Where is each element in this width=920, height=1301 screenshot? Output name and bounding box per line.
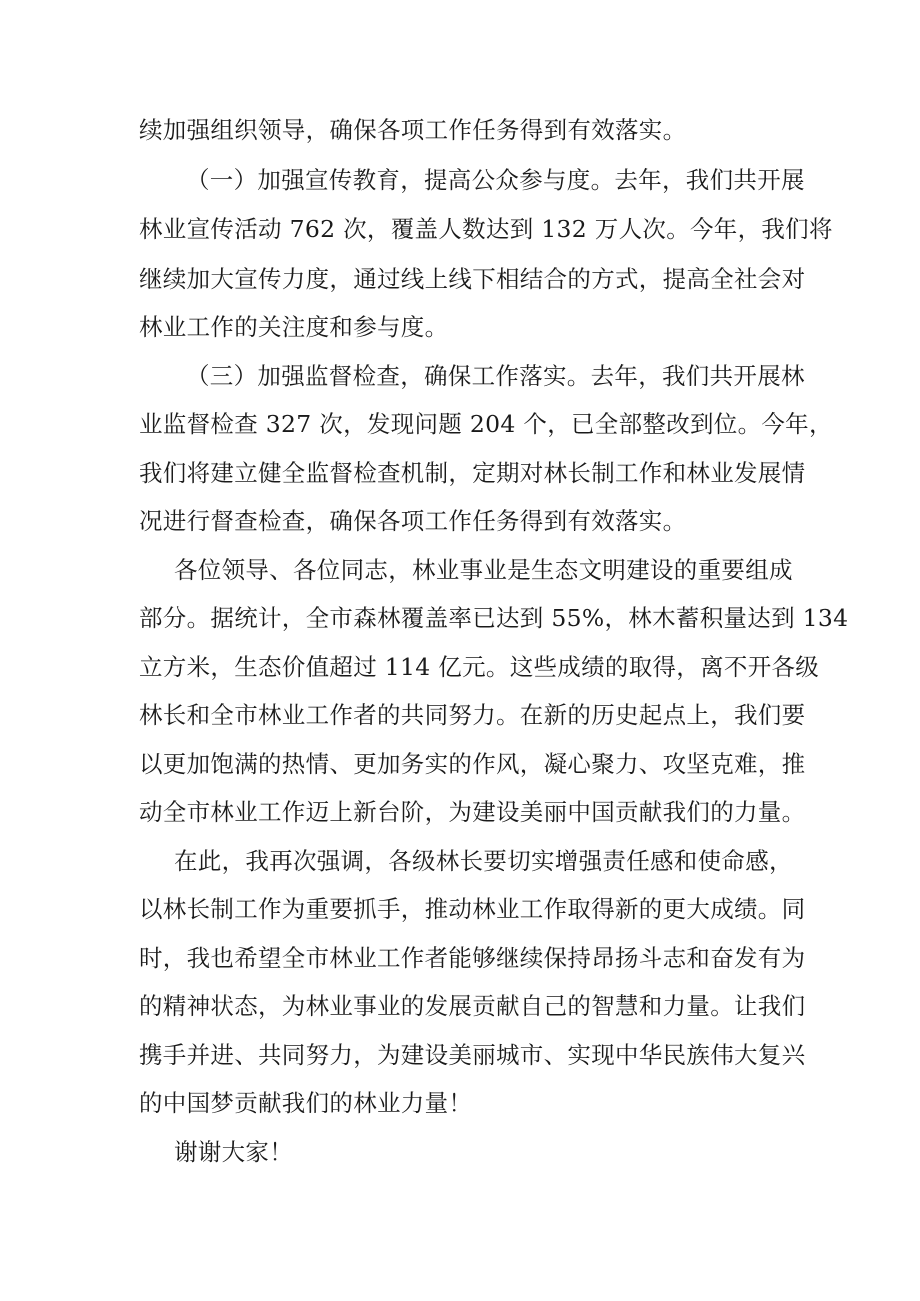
text-line: （三）加强监督检查，确保工作落实。去年，我们共开展林 <box>186 362 805 390</box>
text-line: 各位领导、各位同志，林业事业是生态文明建设的重要组成 <box>174 556 793 584</box>
text-line: 时，我也希望全市林业工作者能够继续保持昂扬斗志和奋发有为 <box>139 944 806 972</box>
text-line: 携手并进、共同努力，为建设美丽城市、实现中华民族伟大复兴 <box>139 1041 806 1069</box>
text-line: 林长和全市林业工作者的共同努力。在新的历史起点上，我们要 <box>139 701 806 729</box>
text-line: 我们将建立健全监督检查机制，定期对林长制工作和林业发展情 <box>139 459 806 487</box>
text-line: 以更加饱满的热情、更加务实的作风，凝心聚力、攻坚克难，推 <box>139 750 806 778</box>
text-line: 的中国梦贡献我们的林业力量！ <box>139 1089 473 1117</box>
text-line: 部分。据统计，全市森林覆盖率已达到 55%，林木蓄积量达到 134 <box>139 604 849 632</box>
text-line: 业监督检查 327 次，发现问题 204 个，已全部整改到位。今年， <box>139 410 833 438</box>
text-line: 的精神状态，为林业事业的发展贡献自己的智慧和力量。让我们 <box>139 992 806 1020</box>
text-line: 况进行督查检查，确保各项工作任务得到有效落实。 <box>139 507 687 535</box>
text-line: 续加强组织领导，确保各项工作任务得到有效落实。 <box>139 116 687 144</box>
text-line: 立方米，生态价值超过 114 亿元。这些成绩的取得，离不开各级 <box>139 653 820 681</box>
text-line: 在此，我再次强调，各级林长要切实增强责任感和使命感， <box>174 847 793 875</box>
text-line: 动全市林业工作迈上新台阶，为建设美丽中国贡献我们的力量。 <box>139 798 806 826</box>
text-line: 林业宣传活动 762 次，覆盖人数达到 132 万人次。今年，我们将 <box>139 215 833 243</box>
text-line: （一）加强宣传教育，提高公众参与度。去年，我们共开展 <box>186 166 805 194</box>
text-line: 谢谢大家！ <box>174 1138 293 1166</box>
text-line: 继续加大宣传力度，通过线上线下相结合的方式，提高全社会对 <box>139 265 806 293</box>
text-line: 林业工作的关注度和参与度。 <box>139 313 449 341</box>
text-line: 以林长制工作为重要抓手，推动林业工作取得新的更大成绩。同 <box>139 895 806 923</box>
